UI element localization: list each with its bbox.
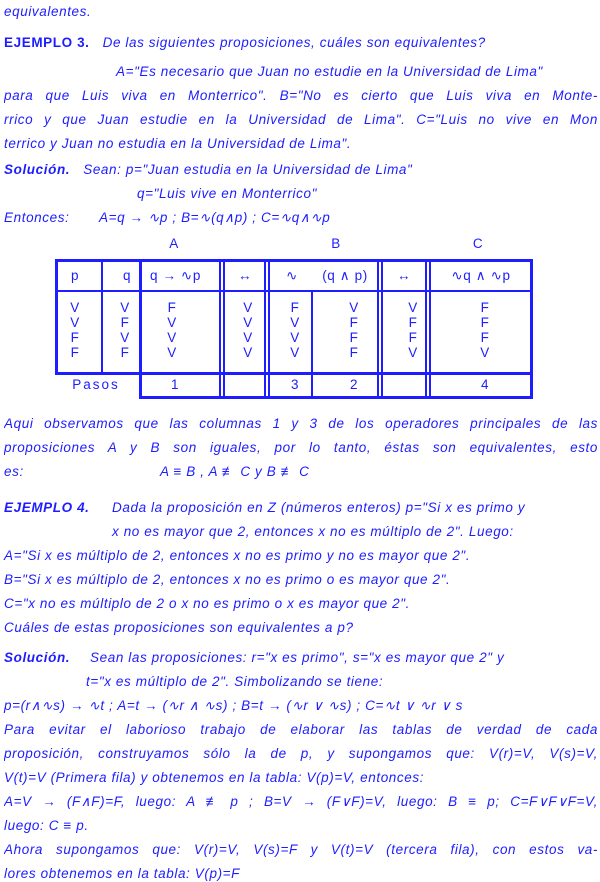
header-q-and-p: (q ∧ p) bbox=[322, 268, 368, 283]
text-line: Ahora supongamos que: V(r)=V, V(s)=F y V(t)=V (tercera fila), con estos va- bbox=[4, 842, 598, 857]
step-number: 4 bbox=[480, 377, 490, 392]
header-biconditional: ↔ bbox=[237, 268, 253, 283]
text-line: Aqui observamos que las columnas 1 y 3 de los operadores principales de las bbox=[4, 416, 598, 431]
text-line: proposiciones A y B son iguales, por lo tanto, éstas son equivalentes, esto bbox=[4, 440, 598, 455]
header-a: q → ∿p bbox=[150, 268, 201, 283]
text-line: luego: C ≡ p. bbox=[4, 818, 89, 833]
text-line: para que Luis viva en Monterrico". B="No es cierto que Luis viva en Monte- bbox=[4, 88, 598, 103]
formula-line bbox=[4, 210, 598, 226]
text-line: A="Es necesario que Juan no estudie en la Universidad de Lima" bbox=[116, 64, 543, 79]
column-values: V F F V bbox=[408, 300, 418, 360]
column-values: F V V V bbox=[290, 300, 300, 360]
solution-line bbox=[4, 162, 598, 178]
text-line: proposición, construyamos sólo la de p, y supongamos que: V(r)=V, V(s)=V, bbox=[4, 746, 598, 761]
column-values: V F F F bbox=[349, 300, 359, 360]
conclusion-line bbox=[4, 464, 598, 480]
col-divider bbox=[268, 259, 270, 399]
text-line: x no es mayor que 2, entonces x no es múltiplo de 2". Luego: bbox=[112, 524, 514, 539]
formula-line: p=(r∧∿s) → ∿t ; A=t → (∿r ∧ ∿s) ; B=t → (∿r ∨ ∿s) ; C=∿t ∨ ∿r ∨ s bbox=[4, 698, 463, 713]
col-divider bbox=[311, 291, 313, 399]
text: Entonces: bbox=[4, 210, 70, 225]
column-values: V F V F bbox=[120, 300, 130, 360]
header-p: p bbox=[70, 268, 80, 283]
formula: A=q → ∿p ; B=∿(q∧p) ; C=∿q∧∿p bbox=[99, 210, 331, 225]
step-number: 2 bbox=[349, 377, 359, 392]
step-number: 3 bbox=[290, 377, 300, 392]
text: Sean: p="Juan estudia en la Universidad de Lima" bbox=[83, 162, 413, 177]
text: Dada la proposición en Z (números enteros) p="Si x es primo y bbox=[112, 500, 526, 515]
column-values: F F F V bbox=[480, 300, 490, 360]
column-values: V V V V bbox=[243, 300, 253, 360]
col-divider bbox=[377, 259, 379, 399]
text-line: A="Si x es múltiplo de 2, entonces x no es primo y no es mayor que 2". bbox=[4, 548, 471, 563]
header-negation: ∿ bbox=[286, 268, 298, 283]
text: Sean las proposiciones: r="x es primo", s="x es mayor que 2" y bbox=[90, 650, 505, 665]
text-line: A=V → (F∧F)=F, luego: A ≢ p ; B=V → (F∨F)=V, luego: B ≡ p; C=F∨F∨F=V, bbox=[4, 794, 598, 809]
text: De las siguientes proposiciones, cuáles son equivalentes? bbox=[102, 35, 486, 50]
text-line: Para evitar el laborioso trabajo de elaborar las tablas de verdad de cada bbox=[4, 722, 598, 737]
example-3-heading-line bbox=[4, 35, 598, 51]
group-label-a: A bbox=[169, 236, 179, 251]
column-values: V V F F bbox=[70, 300, 80, 360]
text-line: V(t)=V (Primera fila) y obtenemos en la tabla: V(p)=V, entonces: bbox=[4, 770, 425, 785]
header-divider bbox=[55, 290, 533, 292]
example-label: EJEMPLO 3. bbox=[4, 35, 90, 50]
text: es: bbox=[4, 464, 24, 479]
pasos-label: Pasos bbox=[72, 377, 120, 392]
header-q: q bbox=[122, 268, 132, 283]
text-line: B="Si x es múltiplo de 2, entonces x no es primo o es mayor que 2". bbox=[4, 572, 451, 587]
text-line: terrico y Juan no estudia en la Universidad de Lima". bbox=[4, 136, 352, 151]
col-divider bbox=[101, 259, 103, 375]
group-label-b: B bbox=[331, 236, 341, 251]
solution-label: Solución. bbox=[4, 650, 71, 665]
text-line: C="x no es múltiplo de 2 o x no es primo o x es mayor que 2". bbox=[4, 596, 410, 611]
example-4-heading-line bbox=[4, 500, 598, 516]
equivalence-result: A ≡ B , A ≢ C y B ≢ C bbox=[160, 464, 310, 479]
text-line: q="Luis vive en Monterrico" bbox=[137, 186, 317, 201]
text-line: t="x es múltiplo de 2". Simbolizando se tiene: bbox=[86, 674, 384, 689]
group-label-c: C bbox=[472, 236, 484, 251]
text-line: lores obtenemos en la tabla: V(p)=F bbox=[4, 866, 240, 881]
text-line: Cuáles de estas proposiciones son equivalentes a p? bbox=[4, 620, 354, 635]
text-line: equivalentes. bbox=[4, 4, 92, 19]
header-c: ∿q ∧ ∿p bbox=[451, 268, 511, 283]
step-number: 1 bbox=[170, 377, 180, 392]
solution-label: Solución. bbox=[4, 162, 71, 177]
example-label: EJEMPLO 4. bbox=[4, 500, 90, 515]
text-line: rrico y que Juan estudie en la Universidad de Lima". C="Luis no vive en Mon bbox=[4, 112, 598, 127]
header-biconditional: ↔ bbox=[396, 268, 412, 283]
solution-line bbox=[4, 650, 598, 666]
col-divider bbox=[219, 259, 221, 399]
column-values: F V V V bbox=[167, 300, 177, 360]
